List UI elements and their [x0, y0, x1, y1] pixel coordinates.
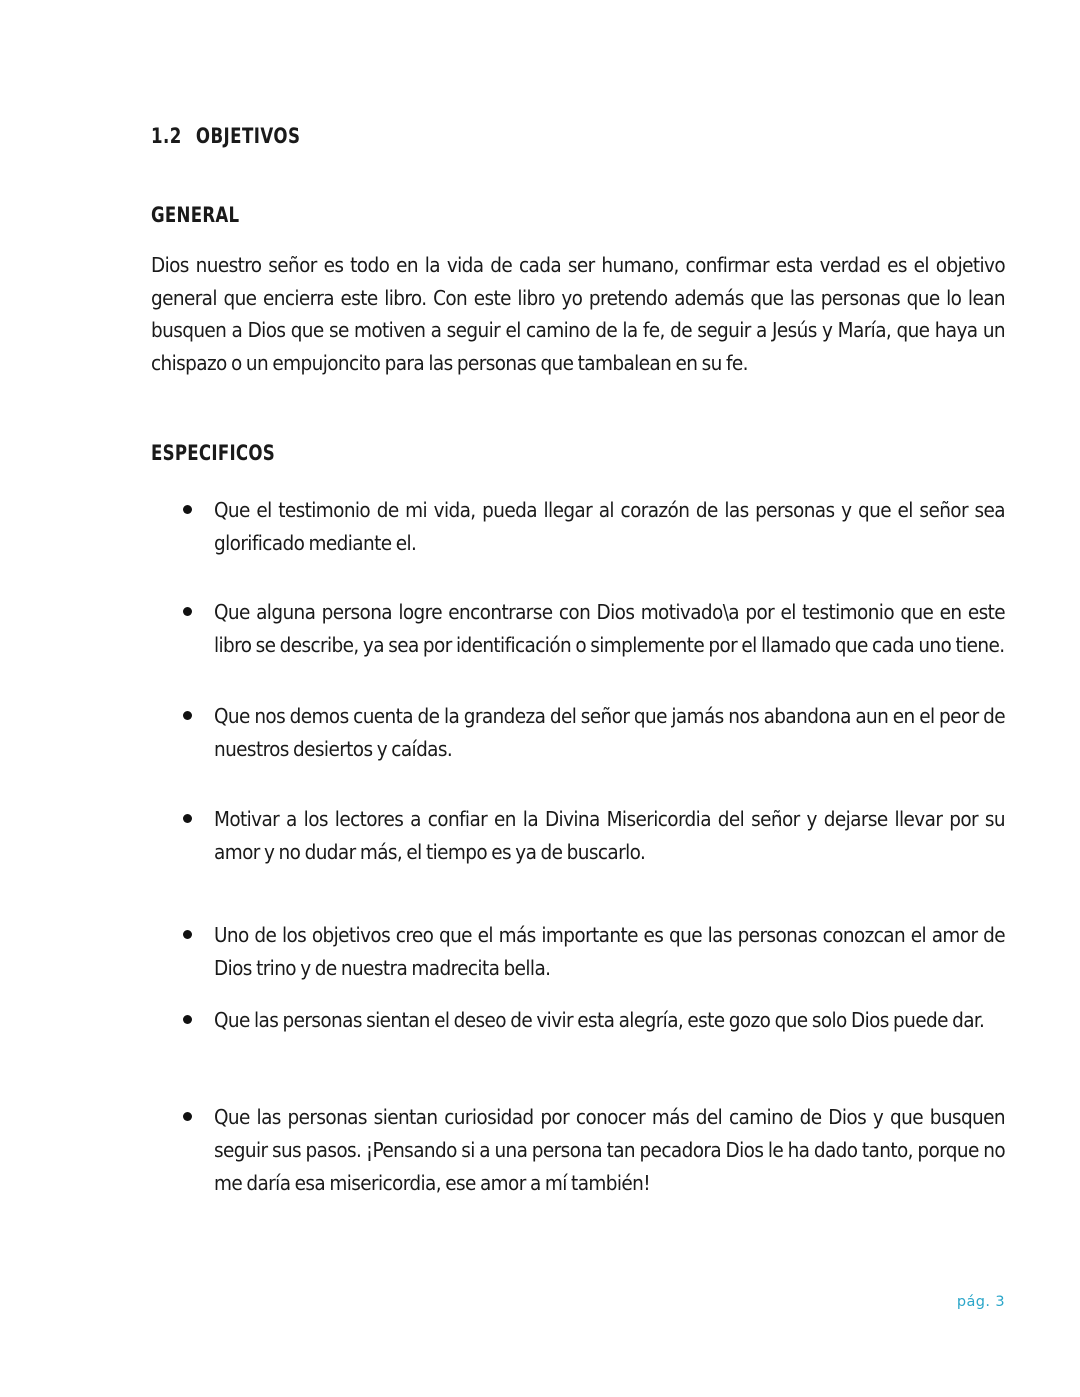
list-item-text: Motivar a los lectores a confiar en la Divina Misericordia del señor y dejarse llevar por su amor y no dudar más, el tiempo es ya de buscarlo. — [214, 807, 1005, 864]
list-item-text: Uno de los objetivos creo que el más importante es que las personas conozcan el amor de Dios trino y de nuestra madrecita bella. — [214, 923, 1005, 980]
general-paragraph: Dios nuestro señor es todo en la vida de cada ser humano, confirmar esta verdad es el objetivo general que encierra este libro. Con este libro yo pretendo además que las personas que lo lean busquen a Dios que se motiven a seguir el camino de la fe, de seguir a Jesús y María, que haya un chispazo o un empujoncito para las personas que tambalean en su fe. — [151, 253, 1005, 375]
general-heading: GENERAL — [151, 203, 240, 227]
bullet-icon — [183, 1015, 192, 1024]
bullet-icon — [183, 607, 192, 616]
bullet-icon — [183, 505, 192, 514]
section-title — [151, 124, 300, 148]
list-item-text: Que nos demos cuenta de la grandeza del señor que jamás nos abandona aun en el peor de nuestros desiertos y caídas. — [214, 704, 1005, 761]
section-number: 1.2 — [151, 124, 182, 148]
bullet-icon — [183, 1112, 192, 1121]
list-item-text: Que alguna persona logre encontrarse con Dios motivado\a por el testimonio que en este libro se describe, ya sea por identificación o simplemente por el llamado que cada uno tiene. — [214, 600, 1005, 657]
especificos-heading: ESPECIFICOS — [151, 441, 276, 465]
list-item-text: Que las personas sientan curiosidad por conocer más del camino de Dios y que busquen seguir sus pasos. ¡Pensando si a una persona tan pecadora Dios le ha dado tanto, porque no me daría esa misericordia, ese amor a mí también! — [214, 1105, 1005, 1195]
bullet-icon — [183, 814, 192, 823]
bullet-icon — [183, 711, 192, 720]
section-title-text: OBJETIVOS — [195, 124, 301, 148]
page-number: pág. 3 — [956, 1294, 1005, 1310]
bullet-icon — [183, 930, 192, 939]
list-item-text: Que el testimonio de mi vida, pueda llegar al corazón de las personas y que el señor sea glorificado mediante el. — [214, 498, 1005, 555]
list-item-text: Que las personas sientan el deseo de vivir esta alegría, este gozo que solo Dios puede dar. — [214, 1008, 985, 1032]
